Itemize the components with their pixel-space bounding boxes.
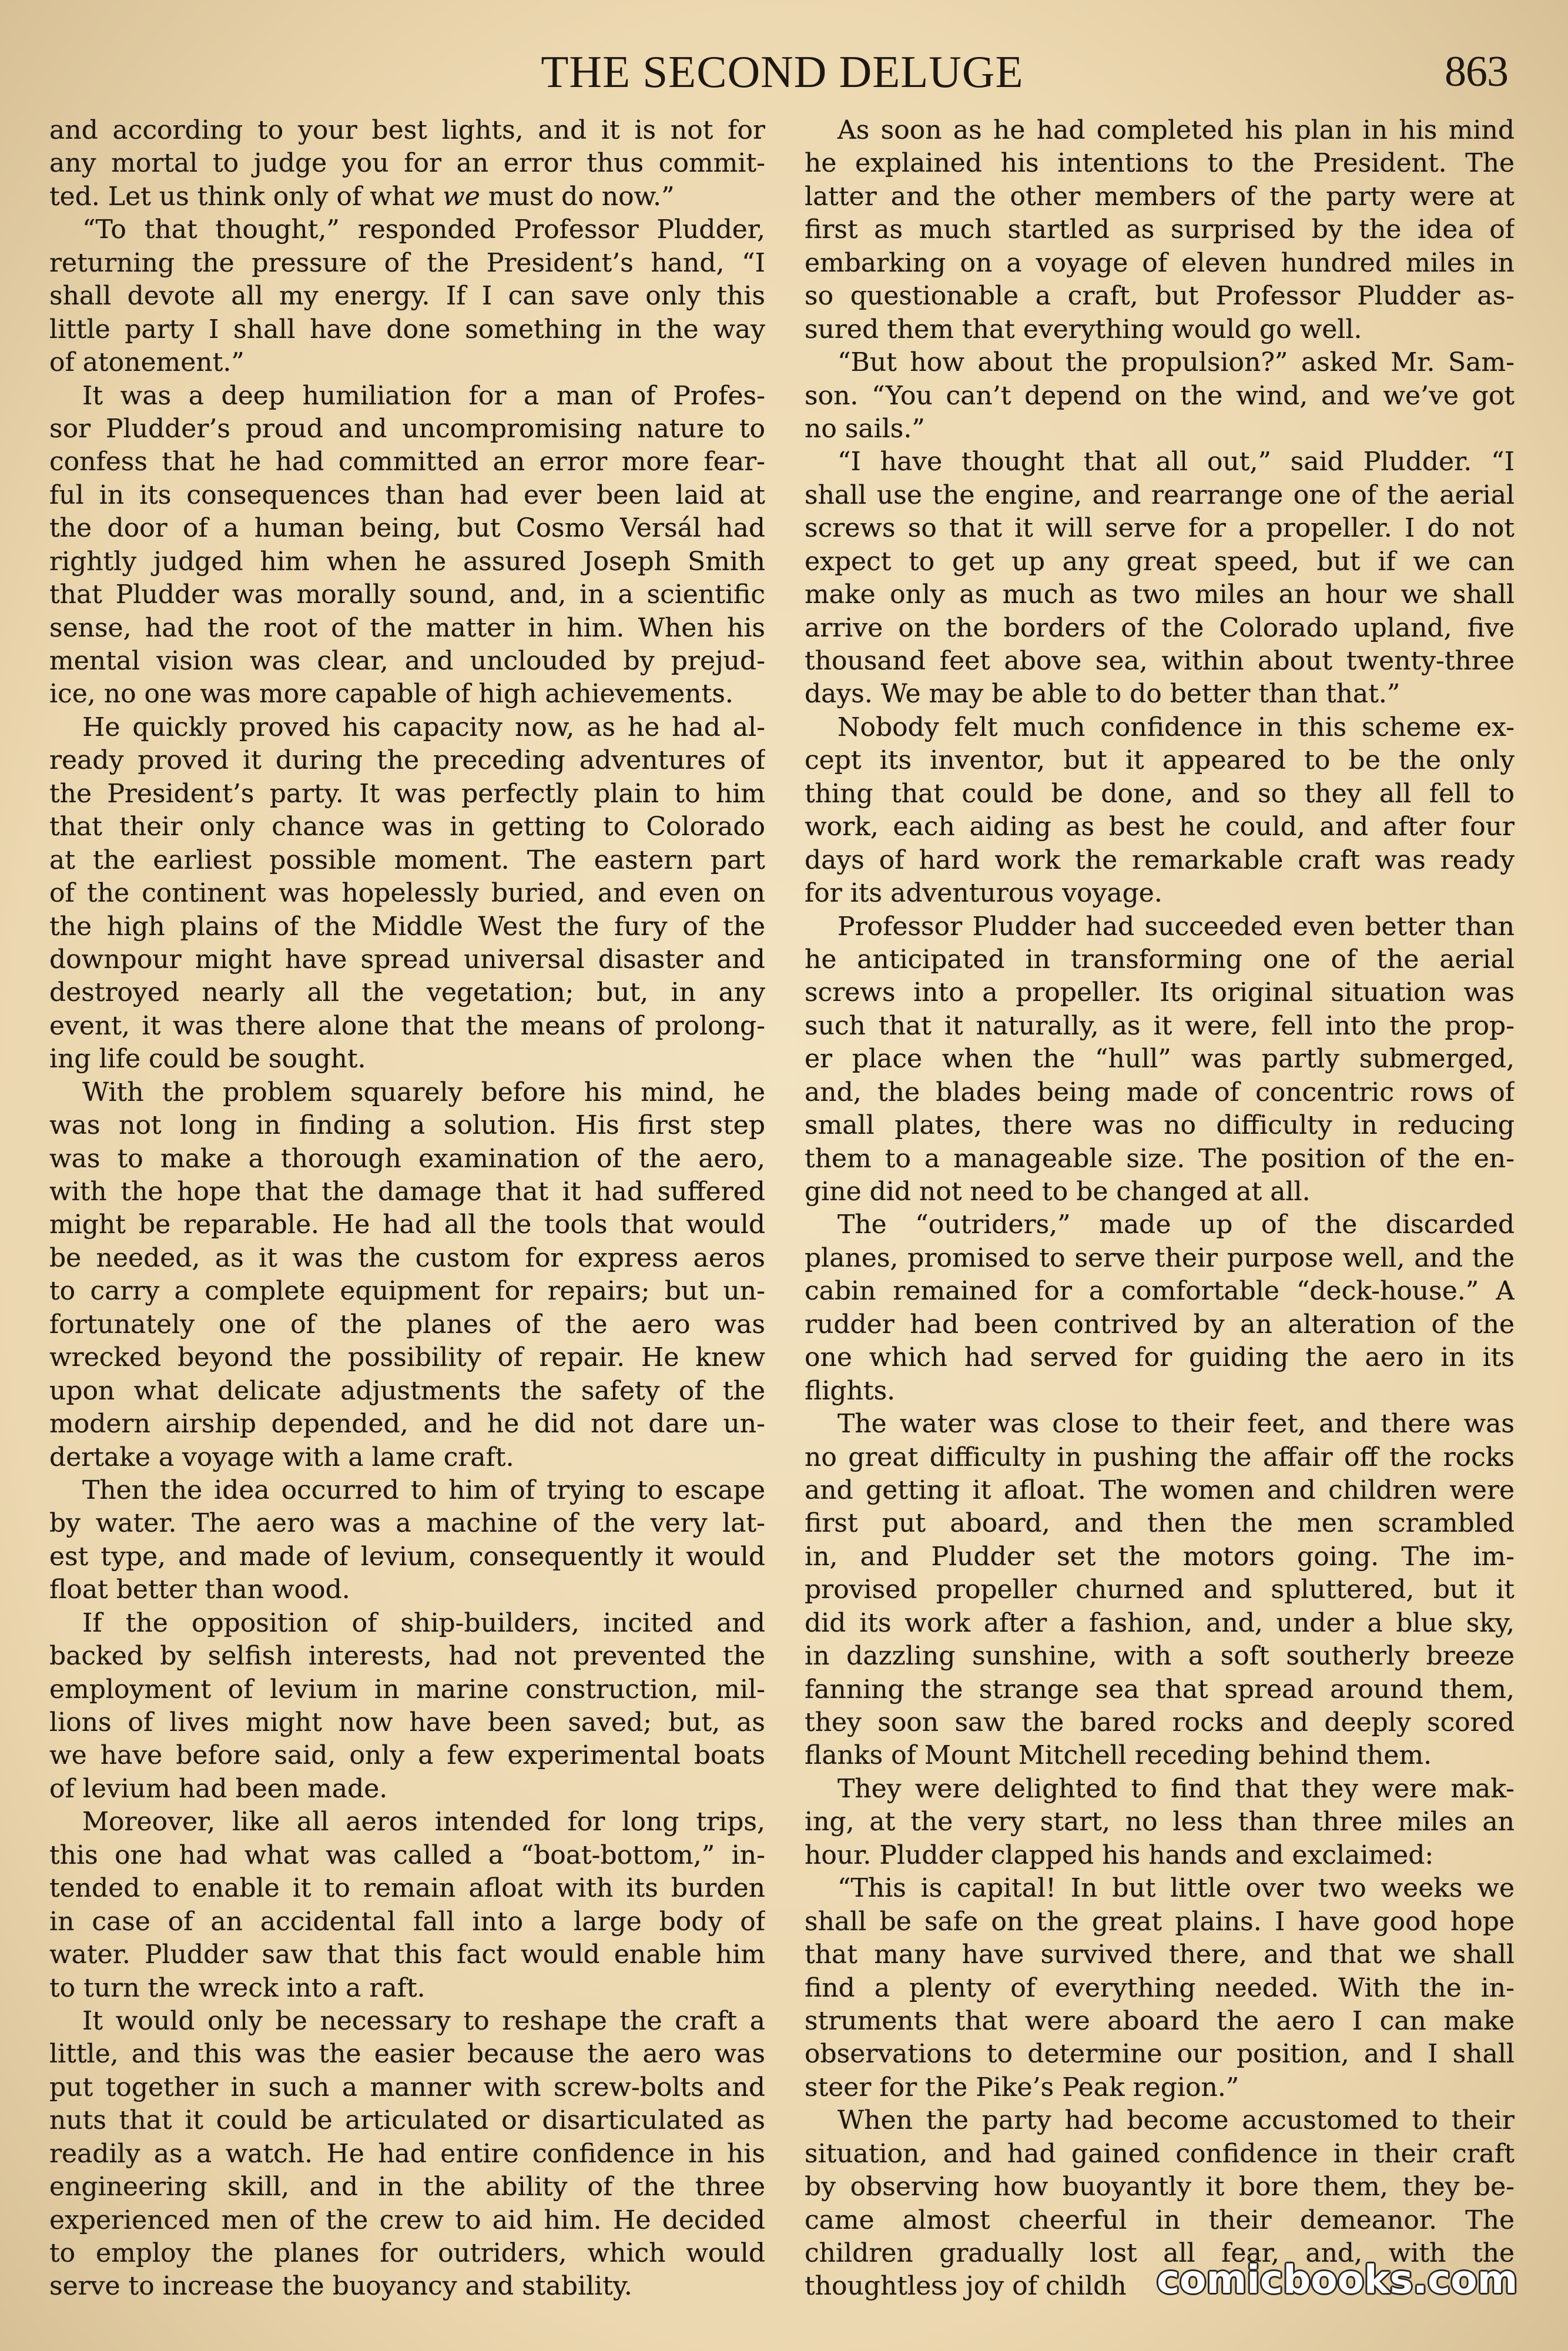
text-line: situation, and had gained confidence in their craft: [805, 2138, 1515, 2169]
text-line: might be reparable. He had all the tools that would: [49, 1210, 765, 1240]
text-line: rudder had been contrived by an alteration of the: [805, 1309, 1515, 1339]
paragraph: [805, 711, 1515, 910]
text-line: sense, had the root of the matter in him. When his: [49, 612, 765, 643]
text-line: days of hard work the remarkable craft was ready: [805, 845, 1515, 875]
text-line: first put aboard, and then the men scrambled: [805, 1508, 1515, 1539]
text-line: sured them that everything would go well.: [805, 314, 1362, 344]
paragraph: [49, 213, 765, 379]
text-line: latter and the other members of the party were at: [805, 181, 1515, 212]
text-line: rightly judged him when he assured Joseph Smith: [49, 546, 765, 577]
text-line: little party I shall have done something in the way: [49, 314, 765, 344]
text-line: dertake a voyage with a lame craft.: [49, 1442, 514, 1472]
text-line: Nobody felt much confidence in this scheme ex-: [837, 712, 1515, 742]
text-line: embarking on a voyage of eleven hundred miles in: [805, 247, 1515, 278]
text-line: Then the idea occurred to him of trying to escape: [82, 1475, 765, 1505]
watermark: comicbooks.com: [1157, 2257, 1518, 2302]
text-line: flights.: [805, 1375, 896, 1406]
text-line: that Pludder was morally sound, and, in a scientific: [49, 580, 765, 610]
text-line: the door of a human being, but Cosmo Versál had: [49, 513, 765, 544]
text-line: steer for the Pike’s Peak region.”: [805, 2072, 1239, 2102]
text-line: cept its inventor, but it appeared to be the only: [805, 745, 1515, 776]
text-line: expect to get up any great speed, but if we can: [805, 546, 1515, 577]
text-line: and getting it afloat. The women and children were: [805, 1475, 1515, 1505]
text-line: returning the pressure of the President’s hand, “I: [49, 247, 765, 278]
text-line: them to a manageable size. The position of the en-: [805, 1143, 1515, 1174]
text-line: days. We may be able to do better than that.”: [805, 679, 1401, 709]
text-line: at the earliest possible moment. The eastern part: [49, 845, 765, 875]
text-line: serve to increase the buoyancy and stability.: [49, 2271, 632, 2302]
text-line: by water. The aero was a machine of the very lat-: [49, 1508, 765, 1539]
text-line: thousand feet above sea, within about twenty-three: [805, 646, 1515, 676]
page-number: 863: [1445, 48, 1508, 96]
text-line: of levium had been made.: [49, 1773, 388, 1804]
text-line: float better than wood.: [49, 1575, 350, 1605]
text-line: shall devote all my energy. If I can save only this: [49, 281, 765, 312]
text-line: of the continent was hopelessly buried, and even on: [49, 878, 765, 909]
text-line: observations to determine our position, and I shall: [805, 2039, 1515, 2069]
paragraph: [805, 114, 1515, 346]
text-line: did its work after a fashion, and, under a blue sky,: [805, 1607, 1515, 1638]
text-line: to carry a complete equipment for repairs; but un-: [49, 1276, 765, 1307]
text-line: lions of lives might now have been saved; but, as: [49, 1707, 765, 1737]
column-left: [49, 114, 765, 2303]
text-line: It was a deep humiliation for a man of Profes-: [82, 380, 765, 411]
paragraph: [49, 1806, 765, 2005]
text-line: nuts that it could be articulated or disarticulated as: [49, 2105, 765, 2136]
text-line: one which had served for guiding the aero in its: [805, 1342, 1515, 1373]
text-line: The water was close to their feet, and there was: [837, 1409, 1515, 1439]
text-line: shall be safe on the great plains. I have good hope: [805, 1906, 1515, 1937]
paragraph: [805, 1872, 1515, 2104]
running-head: THE SECOND DELUGE: [541, 46, 1024, 97]
text-line: wrecked beyond the possibility of repair. He knew: [49, 1342, 765, 1373]
text-line: hour. Pludder clapped his hands and exclaimed:: [805, 1840, 1434, 1870]
text-line: to turn the wreck into a raft.: [49, 1972, 425, 2003]
text-line: He quickly proved his capacity now, as he had al-: [82, 712, 765, 742]
text-line: came almost cheerful in their demeanor. The: [805, 2205, 1515, 2235]
paragraph: [805, 1773, 1515, 1872]
text-line: “But how about the propulsion?” asked Mr. Sam-: [837, 347, 1515, 378]
text-line: small plates, there was no difficulty in reducing: [805, 1110, 1515, 1141]
text-line: upon what delicate adjustments the safety of the: [49, 1375, 765, 1406]
paragraph: [49, 1474, 765, 1607]
text-line: we have before said, only a few experimental boats: [49, 1740, 765, 1771]
text-line: of atonement.”: [49, 347, 244, 378]
text-line: for its adventurous voyage.: [805, 878, 1162, 909]
text-line: and, the blades being made of concentric rows of: [805, 1077, 1515, 1107]
text-line: work, each aiding as best he could, and after four: [805, 812, 1515, 842]
text-line: engineering skill, and in the ability of the three: [49, 2172, 765, 2202]
text-run: must do now.”: [480, 181, 675, 212]
text-line: Moreover, like all aeros intended for long trips,: [82, 1807, 765, 1837]
text-line: They were delighted to find that they were mak-: [837, 1773, 1515, 1804]
paragraph: [49, 1076, 765, 1474]
text-line: such that it naturally, as it were, fell into the prop-: [805, 1010, 1515, 1041]
text-line: be needed, as it was the custom for express aeros: [49, 1243, 765, 1273]
text-line: screws into a propeller. Its original situation was: [805, 977, 1515, 1008]
text-line: struments that were aboard the aero I can make: [805, 2005, 1515, 2036]
italic-text: we: [443, 181, 480, 212]
text-run: ted. Let us think only of what: [49, 181, 443, 212]
text-line: arrive on the borders of the Colorado upland, five: [805, 612, 1515, 643]
text-line: he explained his intentions to the President. The: [805, 148, 1515, 179]
text-line: screws so that it will serve for a propeller. I do not: [805, 513, 1515, 544]
text-line: event, it was there alone that the means of prolong-: [49, 1010, 765, 1041]
text-line: When the party had become accustomed to their: [837, 2105, 1515, 2136]
text-line: no great difficulty in pushing the affair off the rocks: [805, 1442, 1515, 1472]
text-line: the high plains of the Middle West the fury of the: [49, 911, 765, 942]
text-line: It would only be necessary to reshape the craft a: [82, 2005, 765, 2036]
paragraph: [49, 380, 765, 711]
text-line: that their only chance was in getting to Colorado: [49, 812, 765, 842]
text-line: destroyed nearly all the vegetation; but, in any: [49, 977, 765, 1008]
text-line: mental vision was clear, and unclouded by prejud-: [49, 646, 765, 676]
text-line: provised propeller churned and spluttered, but it: [805, 1575, 1515, 1605]
text-line: the President’s party. It was perfectly plain to him: [49, 778, 765, 809]
text-line: backed by selfish interests, had not prevented the: [49, 1641, 765, 1672]
column-right: [805, 114, 1518, 2303]
text-line: fanning the strange sea that spread around them,: [805, 1674, 1515, 1704]
text-line: any mortal to judge you for an error thus commit-: [49, 148, 765, 179]
text-line: est type, and made of levium, consequently it would: [49, 1541, 765, 1572]
paragraph: [805, 1208, 1515, 1408]
text-line: “To that thought,” responded Professor Pludder,: [82, 215, 765, 245]
text-line: in, and Pludder set the motors going. The im-: [805, 1541, 1515, 1572]
text-line: ice, no one was more capable of high achievements.: [49, 679, 733, 709]
text-line: son. “You can’t depend on the wind, and we’ve got: [805, 380, 1515, 411]
text-line: first as much startled as surprised by the idea of: [805, 215, 1515, 245]
text-line: modern airship depended, and he did not dare un-: [49, 1409, 765, 1439]
paragraph: [805, 346, 1515, 446]
text-line: The “outriders,” made up of the discarded: [837, 1210, 1515, 1240]
text-line: thing that could be done, and so they all fell to: [805, 778, 1515, 809]
text-line: ready proved it during the preceding adventures of: [49, 745, 765, 776]
text-line: by observing how buoyantly it bore them, they be-: [805, 2172, 1515, 2202]
text-line: that many have survived there, and that we shall: [805, 1940, 1515, 1970]
text-line: As soon as he had completed his plan in his mind: [837, 115, 1515, 145]
text-line: water. Pludder saw that this fact would enable him: [49, 1940, 765, 1970]
text-line: planes, promised to serve their purpose well, and the: [805, 1243, 1515, 1273]
text-line: thoughtless joy of childh: [805, 2271, 1127, 2302]
text-line: so questionable a craft, but Professor Pludder as-: [805, 281, 1515, 312]
text-line: ful in its consequences than had ever been laid at: [49, 480, 765, 510]
paragraph: [805, 1408, 1515, 1773]
text-line: gine did not need to be changed at all.: [805, 1177, 1311, 1207]
text-line: employment of levium in marine construction, mil-: [49, 1674, 765, 1704]
text-line: ing life could be sought.: [49, 1044, 366, 1074]
text-line: with the hope that the damage that it had suffered: [49, 1177, 765, 1207]
text-line: and according to your best lights, and it is not for: [49, 115, 765, 145]
text-line: was not long in finding a solution. His first step: [49, 1110, 765, 1141]
text-line: make only as much as two miles an hour we shall: [805, 580, 1515, 610]
paragraph: [49, 114, 765, 213]
text-line: [49, 180, 765, 213]
text-line: put together in such a manner with screw-bolts and: [49, 2072, 765, 2102]
text-line: was to make a thorough examination of the aero,: [49, 1143, 765, 1174]
text-line: they soon saw the bared rocks and deeply scored: [805, 1707, 1515, 1737]
text-line: no sails.”: [805, 413, 925, 444]
text-line: in case of an accidental fall into a large body of: [49, 1906, 765, 1937]
text-line: fortunately one of the planes of the aero was: [49, 1309, 765, 1339]
text-line: tended to enable it to remain afloat with its burden: [49, 1873, 765, 1904]
text-line: flanks of Mount Mitchell receding behind them.: [805, 1740, 1432, 1771]
text-line: confess that he had committed an error more fear-: [49, 447, 765, 477]
text-line: experienced men of the crew to aid him. He decided: [49, 2205, 765, 2235]
paragraph: [805, 446, 1515, 711]
paragraph: [805, 910, 1515, 1209]
text-line: little, and this was the easier because the aero was: [49, 2039, 765, 2069]
text-line: With the problem squarely before his mind, he: [82, 1077, 765, 1107]
paragraph: [49, 711, 765, 1076]
text-line: to employ the planes for outriders, which would: [49, 2238, 765, 2268]
text-line: in dazzling sunshine, with a soft southerly breeze: [805, 1641, 1515, 1672]
text-line: ing, at the very start, no less than three miles an: [805, 1807, 1515, 1837]
text-line: “This is capital! In but little over two weeks we: [837, 1873, 1515, 1904]
text-line: Professor Pludder had succeeded even better than: [837, 911, 1515, 942]
text-line: er place when the “hull” was partly submerged,: [805, 1044, 1515, 1074]
text-line: readily as a watch. He had entire confidence in his: [49, 2138, 765, 2169]
text-line: downpour might have spread universal disaster and: [49, 944, 765, 974]
text-line: sor Pludder’s proud and uncompromising nature to: [49, 413, 765, 444]
text-line: shall use the engine, and rearrange one of the aerial: [805, 480, 1515, 510]
text-line: If the opposition of ship-builders, incited and: [82, 1607, 765, 1638]
paragraph: [49, 1607, 765, 1806]
text-line: children gradually lost all fear, and, with the: [805, 2238, 1515, 2268]
text-line: he anticipated in transforming one of the aerial: [805, 944, 1515, 974]
text-line: this one had what was called a “boat-bottom,” in-: [49, 1840, 765, 1870]
text-line: find a plenty of everything needed. With the in-: [805, 1972, 1515, 2003]
text-line: cabin remained for a comfortable “deck-house.” A: [805, 1276, 1515, 1307]
text-line: “I have thought that all out,” said Pludder. “I: [837, 447, 1515, 477]
paragraph: [49, 2005, 765, 2303]
